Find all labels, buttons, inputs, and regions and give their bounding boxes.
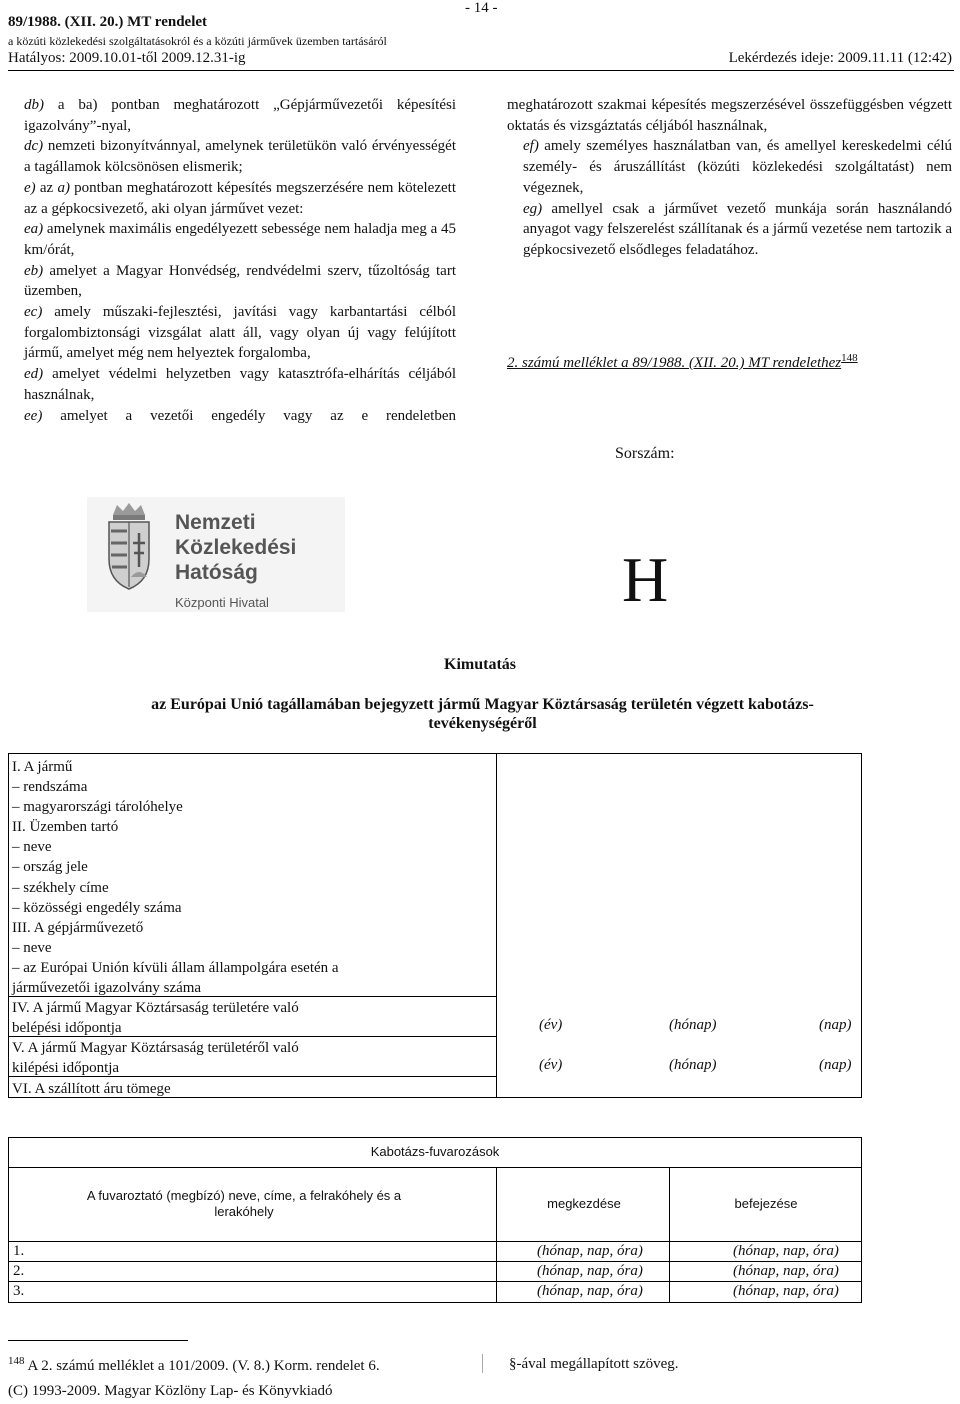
cabotage-row	[9, 1242, 861, 1262]
row-divider	[9, 996, 496, 997]
cabotage-cell-num: 1.	[13, 1243, 25, 1259]
copyright: (C) 1993-2009. Magyar Közlöny Lap- és Könyvkiadó	[8, 1383, 333, 1399]
table-label-line: – neve	[9, 837, 496, 857]
start-column-header: megkezdése	[547, 1196, 621, 1211]
month-label: (hónap)	[669, 1017, 717, 1033]
table-label-line: – székhely címe	[9, 878, 496, 898]
table-divider	[496, 754, 497, 1097]
cabotage-cell-start: (hónap, nap, óra)	[537, 1283, 643, 1299]
cabotage-cell-num: 3.	[13, 1283, 25, 1299]
year-label: (év)	[539, 1057, 563, 1073]
table-label-line: – ország jele	[9, 857, 496, 877]
column-divider	[669, 1168, 670, 1302]
serial-number-label: Sorszám:	[615, 445, 675, 462]
cabotage-cell-end: (hónap, nap, óra)	[733, 1243, 839, 1259]
table-label-line: – az Európai Unión kívüli állam állampolgára esetén a	[9, 958, 496, 978]
cabotage-rows	[9, 1242, 861, 1302]
form-subtitle: az Európai Unió tagállamában bejegyzett jármű Magyar Köztársaság területén végzett kabotázs-tevékenységéről	[151, 696, 814, 732]
page-number: - 14 -	[465, 0, 498, 16]
row-divider	[9, 1076, 496, 1077]
footnote-number: 148	[8, 1355, 25, 1367]
document-title: 89/1988. (XII. 20.) MT rendelet	[8, 14, 208, 30]
day-label: (nap)	[819, 1017, 852, 1033]
left-text-column	[8, 95, 456, 426]
paragraph-ec: ec) amely műszaki-fejlesztési, javítási vagy karbantartási célból forgalombiztonsági vizsgálat alatt áll, vagy olyan új vagy felújított jármű, amelyet még nem helyeztek forgalomba,	[24, 304, 456, 362]
paragraph-e: e) az a) pontban meghatározott képesítés megszerzésére nem kötelezett az a gépkocsivezető, aki olyan járművet vezet:	[24, 179, 456, 217]
footnote-ref[interactable]: 148	[841, 352, 858, 364]
paragraph-continued: meghatározott szakmai képesítés megszerzésével összefüggésben végzett oktatás és vizsgáztatás céljából használnak,	[507, 97, 952, 134]
table-labels	[9, 757, 496, 1099]
logo-line3: Hatóság	[175, 561, 258, 584]
logo-line2: Közlekedési	[175, 536, 297, 559]
paragraph-ef: ef) amely személyes használatban van, és amellyel kereskedelmi célú személy- és áruszállítást (közúti közlekedési szolgáltatást) nem végeznek,	[523, 138, 952, 196]
footnote-separator	[482, 1354, 483, 1373]
cabotage-row	[9, 1282, 861, 1302]
footnote-text: A 2. számú melléklet a 101/2009. (V. 8.) Korm. rendelet 6.	[27, 1358, 380, 1374]
cabotage-cell-end: (hónap, nap, óra)	[733, 1283, 839, 1299]
form-title: Kimutatás	[444, 656, 516, 673]
annex-title	[507, 352, 858, 372]
cabotage-table-title: Kabotázs-fuvarozások	[9, 1138, 861, 1168]
table-label-line: – közösségi engedély száma	[9, 898, 496, 918]
table-label-line: belépési időpontja	[12, 1020, 122, 1037]
cabotage-cell-num: 2.	[13, 1263, 25, 1279]
column-divider	[496, 1168, 497, 1302]
year-label: (év)	[539, 1017, 563, 1033]
logo-line4: Központi Hivatal	[175, 595, 269, 610]
validity-period: Hatályos: 2009.10.01-től 2009.12.31-ig	[8, 50, 246, 66]
cabotage-cell-end: (hónap, nap, óra)	[733, 1263, 839, 1279]
table-label-line: V. A jármű Magyar Köztársaság területéről való	[12, 1040, 299, 1057]
table-label-line: II. Üzemben tartó	[12, 819, 119, 836]
carrier-column-header: A fuvaroztató (megbízó) neve, címe, a felrakóhely és a lerakóhely	[86, 1188, 402, 1219]
footnote-divider	[8, 1340, 188, 1341]
header-divider	[8, 70, 954, 71]
paragraph-ee: ee) amelyet a vezetői engedély vagy az e rendeletben	[24, 407, 456, 424]
cabotage-table	[8, 1137, 862, 1303]
document-subtitle: a közúti közlekedési szolgáltatásokról és a közúti járművek üzemben tartásáról	[8, 34, 387, 48]
footnote	[8, 1355, 380, 1375]
query-time: Lekérdezés ideje: 2009.11.11 (12:42)	[728, 50, 952, 66]
table-label-line: járművezetői igazolvány száma	[12, 980, 202, 997]
table-label-line: – neve	[9, 938, 496, 958]
paragraph-ed: ed) amelyet védelmi helyzetben vagy katasztrófa-elhárítás céljából használnak,	[24, 366, 456, 403]
cabotage-cell-start: (hónap, nap, óra)	[537, 1263, 643, 1279]
authority-logo	[87, 497, 345, 612]
table-label-line: IV. A jármű Magyar Köztársaság területére való	[12, 1000, 299, 1017]
table-label-line: – magyarországi tárolóhelye	[9, 797, 496, 817]
paragraph-db: db) a ba) pontban meghatározott „Gépjárművezetői képesítési igazolvány”-nyal,	[24, 97, 456, 134]
table-label-line: – rendszáma	[9, 777, 496, 797]
logo-line1: Nemzeti	[175, 511, 256, 534]
row-divider	[9, 1036, 496, 1037]
table-label-line: VI. A szállított áru tömege	[12, 1080, 171, 1097]
paragraph-eg: eg) amellyel csak a járművet vezető munkája során használandó anyagot vagy felszerelést szállítanak és a jármű vezetése nem tartozik a gépkocsivezető elsődleges feladatához.	[523, 200, 952, 258]
cabotage-cell-start: (hónap, nap, óra)	[537, 1243, 643, 1259]
end-column-header: befejezése	[734, 1196, 798, 1211]
paragraph-dc: dc) nemzeti bizonyítvánnyal, amelynek területükön való érvényességét a tagállamok kölcsönösen elismerik;	[24, 138, 456, 176]
cabotage-row	[9, 1262, 861, 1282]
coat-of-arms-icon	[87, 497, 345, 612]
paragraph-ea: ea) amelynek maximális engedélyezett sebessége nem haladja meg a 45 km/órát,	[24, 221, 456, 258]
month-label: (hónap)	[669, 1057, 717, 1073]
vehicle-data-table	[8, 753, 862, 1098]
paragraph-eb: eb) amelyet a Magyar Honvédség, rendvédelmi szerv, tűzoltóság tart üzemben,	[24, 262, 456, 300]
table-label-line: kilépési időpontja	[12, 1060, 120, 1077]
footnote-continuation: §-ával megállapított szöveg.	[509, 1356, 679, 1372]
country-letter: H	[622, 544, 669, 615]
day-label: (nap)	[819, 1057, 852, 1073]
table-label-line: I. A jármű	[12, 759, 73, 775]
table-label-line: III. A gépjárművezető	[12, 919, 144, 936]
cabotage-table-header	[9, 1168, 861, 1242]
right-text-column	[507, 95, 952, 261]
annex-title-text: 2. számú melléklet a 89/1988. (XII. 20.) MT rendelethez	[507, 355, 842, 371]
